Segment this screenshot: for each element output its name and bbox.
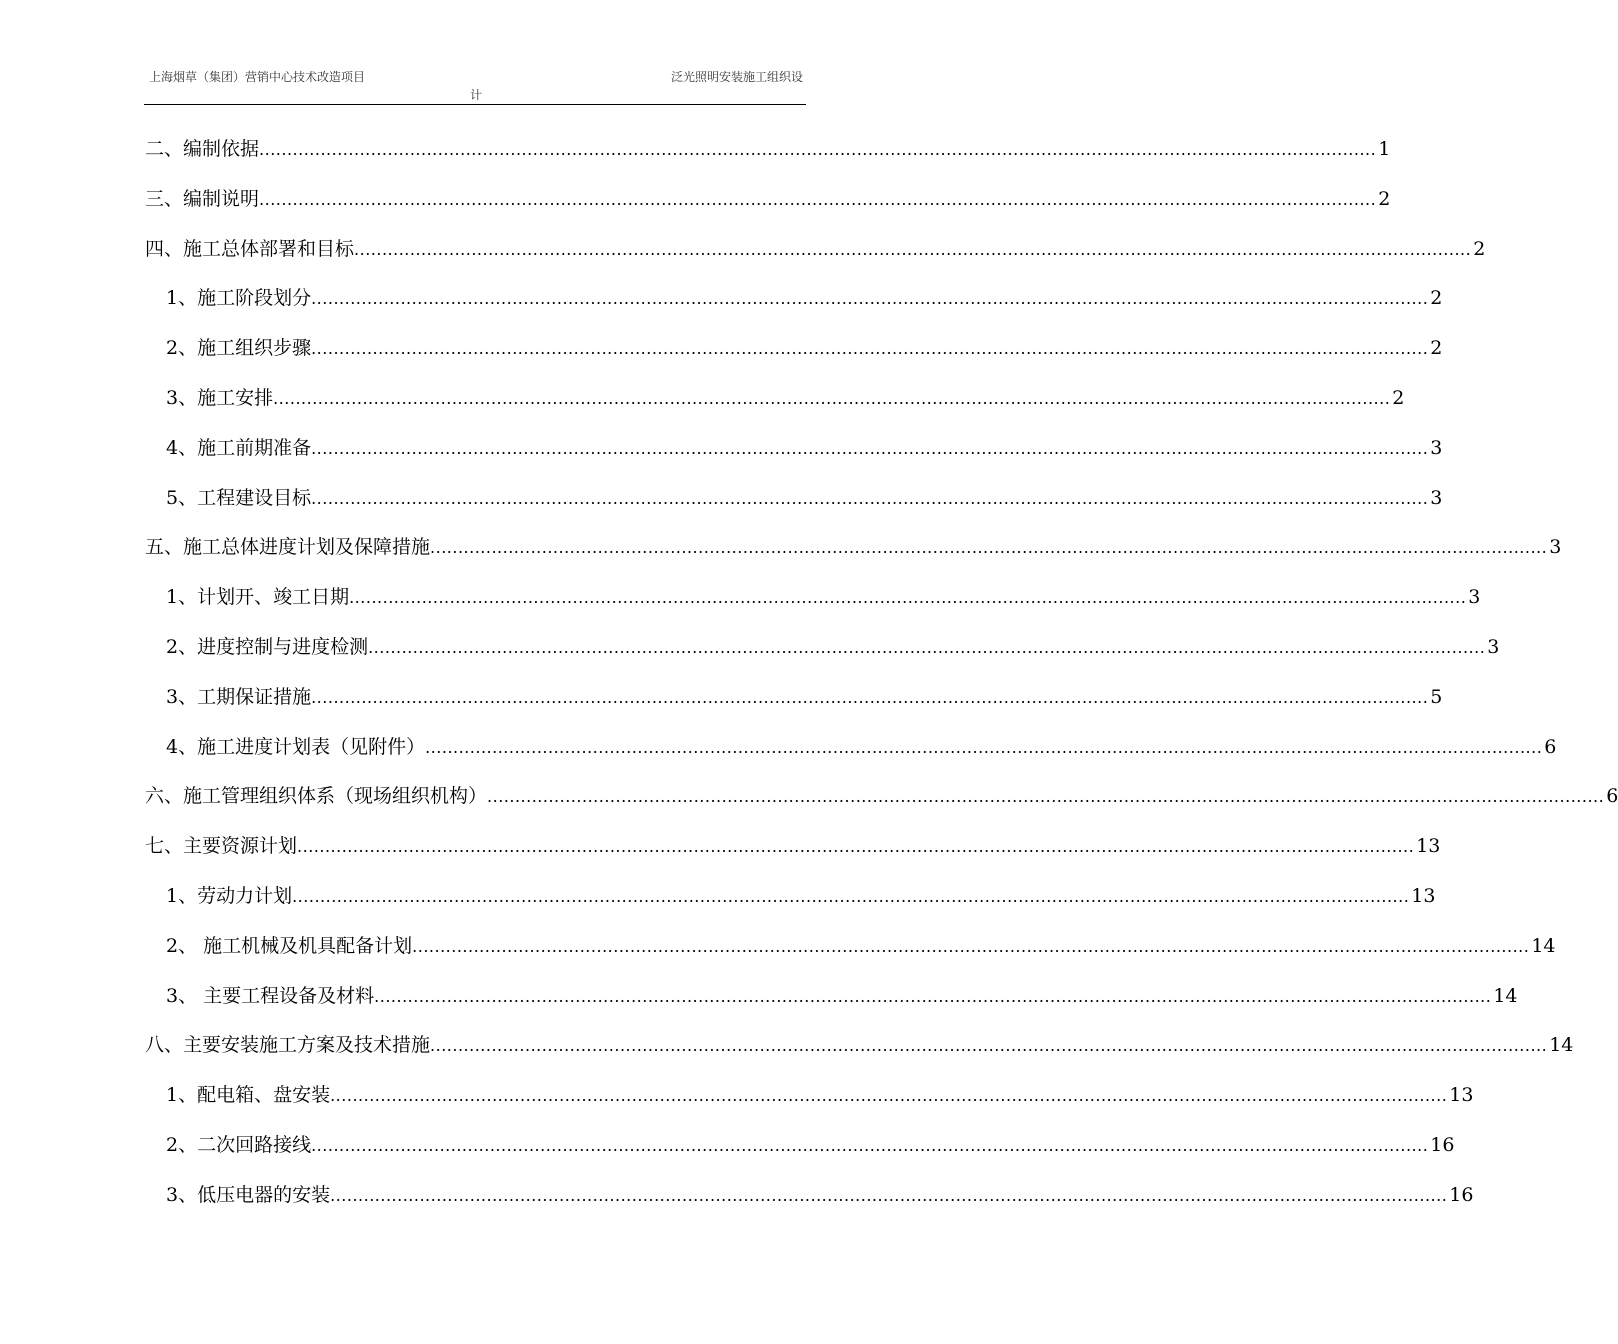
toc-entry[interactable] (166, 483, 1443, 513)
toc-entry[interactable] (166, 1080, 1474, 1110)
toc-entry-page-number: 3 (1487, 636, 1500, 658)
toc-entry-label: 1、施工阶段划分 (166, 287, 312, 310)
toc-entry-page-number: 1 (1378, 138, 1391, 160)
toc-entry-page-number: 2 (1392, 387, 1405, 409)
toc-leader-dots: ........................................................................................................................................................................................................ (311, 1136, 1429, 1155)
toc-leader-dots: ........................................................................................................................................................................................................ (425, 737, 1543, 757)
toc-entry[interactable] (166, 383, 1405, 413)
toc-leader-dots: ........................................................................................................................................................................................................ (292, 887, 1410, 906)
toc-entry[interactable] (145, 781, 1618, 811)
toc-leader-dots: ........................................................................................................................................................................................................ (412, 936, 1530, 956)
toc-leader-dots: ........................................................................................................................................................................................................ (297, 837, 1415, 857)
toc-entry-label: 4、施工进度计划表（见附件） (166, 735, 426, 758)
header-document-title-wrap: 计 (470, 88, 483, 102)
toc-entry-page-number: 3 (1430, 486, 1443, 509)
toc-entry-label: 5、工程建设目标 (166, 486, 312, 509)
toc-entry[interactable] (145, 234, 1486, 264)
toc-entry[interactable] (145, 184, 1391, 214)
toc-leader-dots: ........................................................................................................................................................................................................ (354, 239, 1472, 259)
toc-entry[interactable] (145, 1030, 1574, 1060)
toc-entry-label: 1、劳动力计划 (166, 885, 293, 907)
toc-entry-page-number: 14 (1531, 934, 1556, 957)
toc-leader-dots: ........................................................................................................................................................................................................ (259, 189, 1377, 209)
toc-entry-page-number: 5 (1430, 685, 1443, 708)
toc-entry-page-number: 13 (1449, 1084, 1474, 1107)
toc-entry-page-number: 6 (1606, 785, 1618, 808)
toc-entry-label: 3、低压电器的安装 (166, 1183, 331, 1206)
toc-entry-label: 八、主要安装施工方案及技术措施 (145, 1034, 431, 1057)
toc-entry-page-number: 16 (1449, 1183, 1474, 1206)
toc-entry-page-number: 16 (1430, 1134, 1455, 1156)
toc-entry-page-number: 6 (1544, 735, 1557, 758)
header-document-title: 泛光照明安装施工组织设 (670, 70, 803, 84)
toc-entry[interactable] (166, 732, 1557, 762)
toc-entry-label: 3、施工安排 (166, 387, 274, 409)
toc-leader-dots: ........................................................................................................................................................................................................ (368, 638, 1486, 657)
toc-entry-page-number: 2 (1378, 187, 1391, 210)
toc-entry[interactable] (166, 433, 1443, 463)
toc-leader-dots: ........................................................................................................................................................................................................ (311, 687, 1429, 707)
toc-entry[interactable] (166, 1130, 1455, 1160)
toc-entry[interactable] (166, 582, 1481, 612)
toc-entry[interactable] (166, 931, 1556, 961)
toc-entry[interactable] (166, 1180, 1474, 1210)
toc-entry[interactable] (166, 981, 1518, 1011)
toc-leader-dots: ........................................................................................................................................................................................................ (311, 438, 1429, 458)
toc-entry[interactable] (166, 682, 1443, 712)
toc-entry-label: 三、编制说明 (145, 187, 260, 210)
toc-entry-page-number: 2 (1430, 337, 1443, 360)
toc-leader-dots: ........................................................................................................................................................................................................ (430, 538, 1548, 558)
toc-entry-label: 1、配电箱、盘安装 (166, 1084, 331, 1107)
toc-entry[interactable] (166, 333, 1443, 363)
toc-leader-dots: ........................................................................................................................................................................................................ (273, 389, 1391, 408)
toc-entry-label: 2、施工组织步骤 (166, 337, 312, 360)
toc-leader-dots: ........................................................................................................................................................................................................ (330, 1185, 1448, 1205)
toc-entry-label: 2、 施工机械及机具配备计划 (166, 934, 413, 957)
toc-entry-page-number: 13 (1411, 885, 1436, 907)
header-project-title: 上海烟草（集团）营销中心技术改造项目 (149, 70, 366, 84)
toc-entry-page-number: 3 (1549, 536, 1562, 559)
toc-entry-page-number: 3 (1468, 586, 1481, 609)
toc-leader-dots: ........................................................................................................................................................................................................ (430, 1036, 1548, 1056)
toc-leader-dots: ........................................................................................................................................................................................................ (259, 140, 1377, 159)
toc-entry-page-number: 13 (1416, 835, 1441, 858)
page-header (144, 66, 806, 105)
toc-entry[interactable] (166, 881, 1436, 911)
toc-entry-page-number: 2 (1430, 287, 1443, 310)
toc-entry[interactable] (166, 632, 1500, 662)
toc-leader-dots: ........................................................................................................................................................................................................ (349, 588, 1467, 608)
toc-entry-page-number: 14 (1549, 1034, 1574, 1057)
toc-leader-dots: ........................................................................................................................................................................................................ (487, 787, 1605, 807)
toc-entry[interactable] (145, 134, 1391, 164)
toc-entry-label: 1、计划开、竣工日期 (166, 586, 350, 609)
toc-leader-dots: ........................................................................................................................................................................................................ (330, 1086, 1448, 1106)
toc-entry-label: 3、工期保证措施 (166, 685, 312, 708)
toc-entry-label: 2、二次回路接线 (166, 1134, 312, 1156)
toc-entry-label: 四、施工总体部署和目标 (145, 237, 355, 260)
toc-entry-label: 二、编制依据 (145, 138, 260, 160)
toc-leader-dots: ........................................................................................................................................................................................................ (311, 289, 1429, 309)
toc-entry-label: 五、施工总体进度计划及保障措施 (145, 536, 431, 559)
toc-entry-page-number: 14 (1493, 984, 1518, 1007)
toc-leader-dots: ........................................................................................................................................................................................................ (311, 339, 1429, 359)
toc-entry-page-number: 3 (1430, 436, 1443, 459)
toc-entry-label: 六、施工管理组织体系（现场组织机构） (145, 785, 488, 808)
toc-entry-label: 2、进度控制与进度检测 (166, 636, 369, 658)
toc-entry-label: 3、 主要工程设备及材料 (166, 984, 375, 1007)
toc-entry[interactable] (145, 831, 1441, 861)
toc-entry-label: 七、主要资源计划 (145, 835, 298, 858)
toc-entry[interactable] (166, 283, 1443, 313)
toc-entry[interactable] (145, 532, 1562, 562)
toc-entry-page-number: 2 (1473, 237, 1486, 260)
toc-leader-dots: ........................................................................................................................................................................................................ (374, 986, 1492, 1006)
toc-entry-label: 4、施工前期准备 (166, 436, 312, 459)
toc-leader-dots: ........................................................................................................................................................................................................ (311, 488, 1429, 508)
